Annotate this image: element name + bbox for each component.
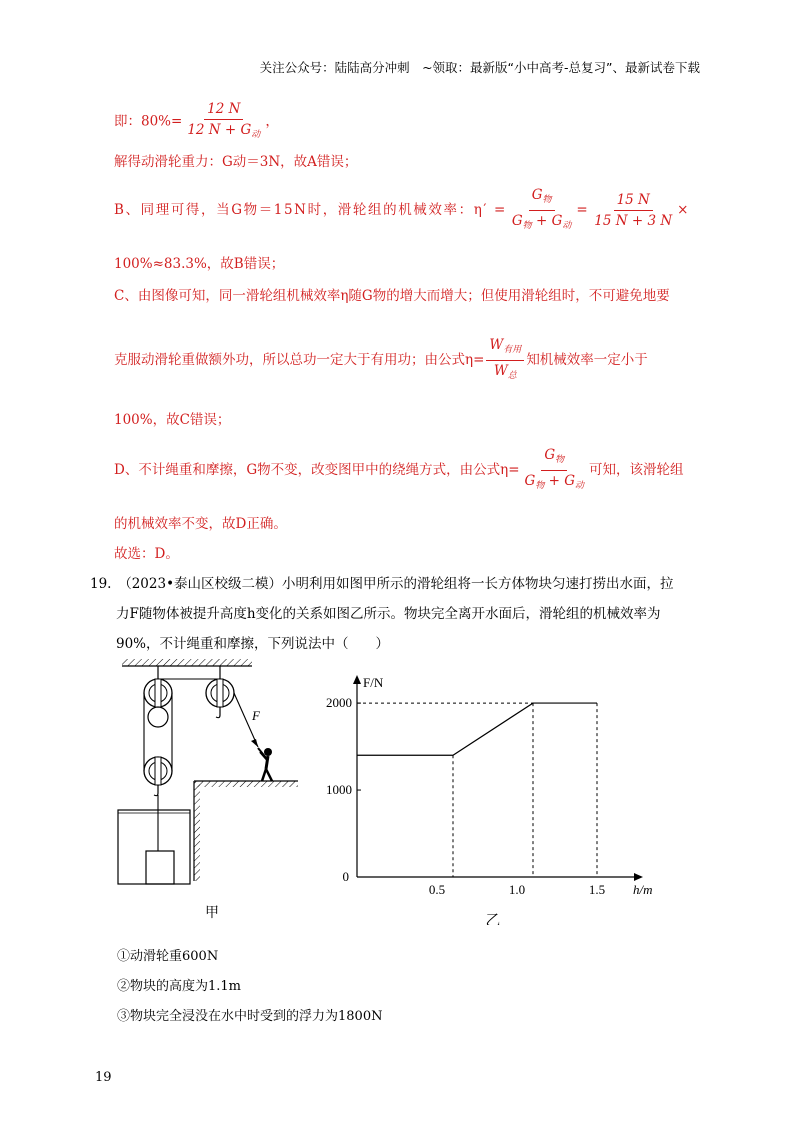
times-sign: × xyxy=(677,202,691,218)
y-axis-arrow xyxy=(353,675,361,684)
hook xyxy=(216,707,220,718)
fraction-3-den: 15 N + 3 N xyxy=(594,213,673,229)
water-tank xyxy=(118,810,190,884)
fraction-2 xyxy=(509,186,575,235)
question-line-3: 90%，不计绳重和摩擦，下列说法中（ ） xyxy=(116,636,390,652)
fraction-5-num-sub: 物 xyxy=(555,455,565,465)
solution-line-6-prefix: 克服动滑轮重做额外功，所以总功一定大于有用功；由公式η= xyxy=(114,352,485,368)
solution-line-8 xyxy=(114,446,684,495)
fraction-2-den-plus: + G xyxy=(531,213,563,229)
pulley-diagram xyxy=(110,655,310,925)
fraction-1-numerator: 12 N xyxy=(204,100,243,120)
fraction-1-den-sub: 动 xyxy=(251,130,261,140)
solution-line-3 xyxy=(114,186,690,235)
solution-line-1 xyxy=(114,100,279,144)
fraction-4-num-sub: 有用 xyxy=(503,345,522,355)
solution-line-5: C、由图像可知，同一滑轮组机械效率η随G物的增大而增大；但使用滑轮组时，不可避免地要 xyxy=(114,288,670,304)
fraction-4-den: W xyxy=(493,363,508,379)
x-tick-label: 1.0 xyxy=(508,882,526,897)
option-3: ③物块完全浸没在水中时受到的浮力为1800N xyxy=(117,1009,383,1024)
question-line-2: 力F随物体被提升高度h变化的关系如图乙所示。物块完全离开水面后，滑轮组的机械效率为 xyxy=(116,606,661,622)
fraction-2-num: G xyxy=(531,187,543,203)
fraction-5-num: G xyxy=(544,447,556,463)
solution-line-9: 的机械效率不变，故D正确。 xyxy=(114,516,287,532)
force-label: F xyxy=(252,708,260,723)
fraction-4-den-sub: 总 xyxy=(507,371,517,381)
solution-line-4: 100%≈83.3%，故B错误； xyxy=(114,256,285,272)
solution-line-1-prefix: 即：80%= xyxy=(114,113,183,130)
page-header: 关注公众号：陆陆高分冲刺 ~领取：最新版“小中高考-总复习”、最新试卷下载 xyxy=(259,60,700,75)
fraction-3 xyxy=(591,191,675,230)
figure-label-jia: 甲 xyxy=(205,906,219,921)
fraction-3-num: 15 N xyxy=(614,191,653,211)
fraction-2-num-sub: 物 xyxy=(542,195,552,205)
fraction-2-den-sub1: 物 xyxy=(522,221,532,231)
fraction-5-den-plus: + G xyxy=(544,473,576,489)
fraction-4-num: W xyxy=(489,337,504,353)
fraction-1-denominator: 12 N + G xyxy=(187,122,252,138)
solution-line-6 xyxy=(114,336,648,385)
solution-line-10: 故选：D。 xyxy=(114,546,179,562)
option-1: ①动滑轮重600N xyxy=(117,949,219,964)
ceiling-hatch xyxy=(122,659,252,666)
fraction-4 xyxy=(486,336,524,385)
chart-series xyxy=(357,703,597,755)
fraction-1 xyxy=(184,100,263,144)
x-tick-label: 0.5 xyxy=(428,882,446,897)
x-axis-label: h/m xyxy=(633,882,653,897)
fraction-2-den-a: G xyxy=(511,213,523,229)
chart-axes xyxy=(353,675,643,881)
fraction-5 xyxy=(522,446,588,495)
solution-line-6-suffix: 知机械效率一定小于 xyxy=(526,352,648,368)
equals-sign: = xyxy=(576,202,590,218)
fraction-5-den-a: G xyxy=(524,473,536,489)
middle-pulley xyxy=(148,707,168,727)
series-line xyxy=(357,703,597,755)
block xyxy=(146,851,174,884)
y-axis-label: F/N xyxy=(363,675,384,690)
solution-line-7: 100%，故C错误； xyxy=(114,412,231,428)
fraction-5-den-sub1: 物 xyxy=(535,481,545,491)
solution-line-8-prefix: D、不计绳重和摩擦，G物不变，改变图甲中的绕绳方式，由公式η= xyxy=(114,462,520,478)
chart-labels xyxy=(326,675,653,925)
solution-line-2: 解得动滑轮重力：G动＝3N，故A错误； xyxy=(114,154,358,170)
force-height-chart xyxy=(315,665,665,925)
x-axis-arrow xyxy=(634,873,643,881)
page-number: 19 xyxy=(95,1070,112,1085)
fraction-2-den-sub2: 动 xyxy=(562,221,572,231)
person-head xyxy=(264,748,272,756)
origin-label: 0 xyxy=(342,869,349,884)
y-tick-label: 2000 xyxy=(326,695,352,711)
solution-line-3-prefix: B、同理可得，当G物＝15N时，滑轮组的机械效率：η′ = xyxy=(114,202,507,218)
question-line-1: 19. （2023•泰山区校级二模）小明利用如图甲所示的滑轮组将一长方体物块匀速打捞出水面，拉 xyxy=(90,576,674,592)
chart-caption: 乙 xyxy=(485,913,501,925)
solution-line-1-suffix: ， xyxy=(265,113,279,130)
solution-line-8-suffix: 可知，该滑轮组 xyxy=(589,462,684,478)
chart-guides xyxy=(357,703,597,877)
x-tick-label: 1.5 xyxy=(588,882,606,897)
y-tick-label: 1000 xyxy=(326,782,352,798)
fraction-5-den-sub2: 动 xyxy=(575,481,585,491)
option-2: ②物块的高度为1.1m xyxy=(117,979,242,994)
